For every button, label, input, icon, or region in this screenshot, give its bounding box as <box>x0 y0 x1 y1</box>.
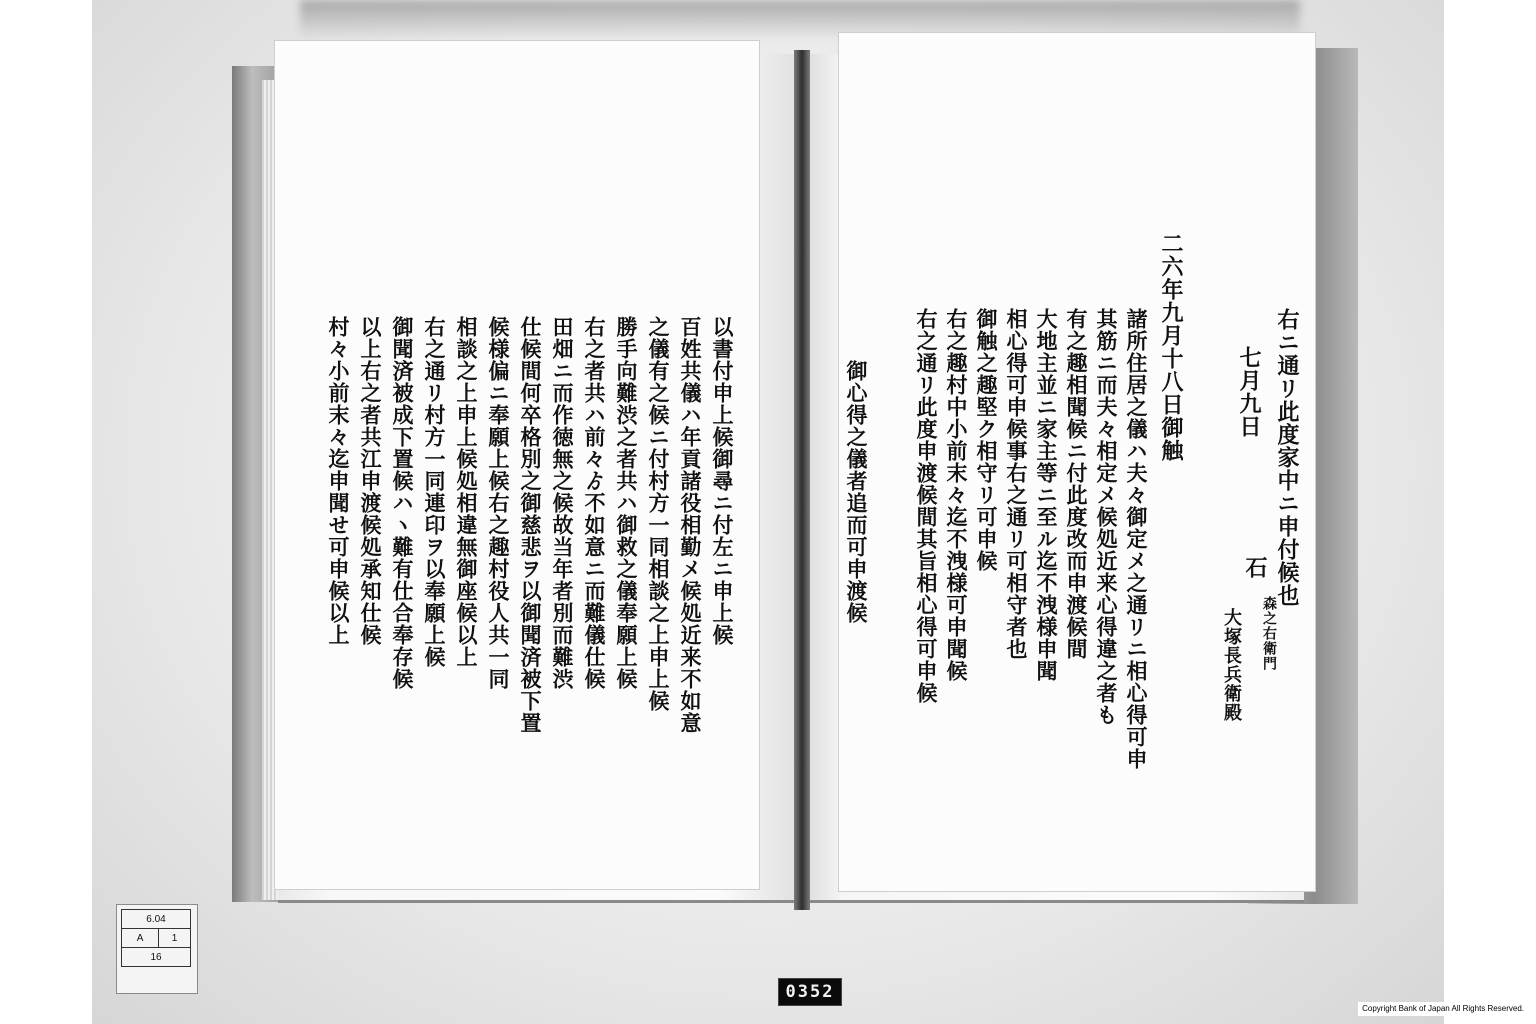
left-page-line-11: 御聞済被成下置候ハヽ難有仕合奉存候 <box>390 316 415 690</box>
left-page-line-12: 以上右之者共江申渡候処承知仕候 <box>358 316 383 646</box>
right-page-line-4: 大地主並ニ家主等ニ至ル迄不洩様申聞 <box>1034 308 1059 682</box>
frame-number: 0352 <box>778 978 842 1006</box>
left-page-line-1: 以書付申上候御尋ニ付左ニ申上候 <box>710 316 735 646</box>
right-page-line-1: 諸所住居之儀ハ夫々御定メ之通リニ相心得可申 <box>1124 308 1149 770</box>
left-page-line-2: 百姓共儀ハ年貢諸役相勤メ候処近来不如意 <box>678 316 703 734</box>
archive-label-series: A <box>122 929 159 948</box>
book-gutter <box>794 50 810 910</box>
right-page-date: 七月九日 <box>1236 346 1262 438</box>
right-page-line-7: 右之趣村中小前末々迄不洩様可申聞候 <box>944 308 969 682</box>
left-page-line-6: 田畑ニ而作徳無之候故当年者別而難渋 <box>550 316 575 690</box>
right-page-signature-name: 大塚長兵衛殿 <box>1221 608 1242 722</box>
left-page-line-7: 仕候間何卒格別之御慈悲ヲ以御聞済被下置 <box>518 316 543 734</box>
archive-label-card <box>116 904 198 994</box>
copyright-notice: Copyright Bank of Japan All Rights Reserved. <box>1358 1002 1528 1016</box>
right-page-line-8: 右之通リ此度申渡候間其旨相心得可申候 <box>914 308 939 704</box>
right-page-signature-sub: 森之右衛門 <box>1261 596 1277 671</box>
left-page-line-5: 右之者共ハ前々ゟ不如意ニ而難儀仕候 <box>582 316 607 690</box>
right-page-signature: 石 <box>1242 556 1268 579</box>
right-page-title: 右ニ通リ此度家中ニ申付候也 <box>1274 308 1300 607</box>
right-page-line-6: 御触之趣堅ク相守リ可申候 <box>974 308 999 572</box>
left-page-line-9: 相談之上申上候処相違無御座候以上 <box>454 316 479 668</box>
archive-label-table <box>121 909 191 967</box>
left-page-line-4: 勝手向難渋之者共ハ御救之儀奉願上候 <box>614 316 639 690</box>
left-page-line-10: 右之通リ村方一同連印ヲ以奉願上候 <box>422 316 447 668</box>
archive-label-number: 16 <box>122 948 191 967</box>
left-page-line-3: 之儀有之候ニ付村方一同相談之上申上候 <box>646 316 671 712</box>
left-page-line-8: 候様偏ニ奉願上候右之趣村役人共一同 <box>486 316 511 690</box>
left-page-line-13: 村々小前末々迄申聞せ可申候以上 <box>326 316 351 646</box>
right-page-line-2: 其筋ニ而夫々相定メ候処近来心得違之者も <box>1094 308 1119 726</box>
right-page-line-5: 相心得可申候事右之通リ可相守者也 <box>1004 308 1029 660</box>
archive-label-code: 6.04 <box>122 910 191 929</box>
right-page-line-3: 有之趣相聞候ニ付此度改而申渡候間 <box>1064 308 1089 660</box>
right-page-line-9: 御心得之儀者追而可申渡候 <box>844 360 869 624</box>
right-page-heading: 二六年九月十八日御触 <box>1158 232 1184 462</box>
archive-label-volume: 1 <box>159 929 191 948</box>
